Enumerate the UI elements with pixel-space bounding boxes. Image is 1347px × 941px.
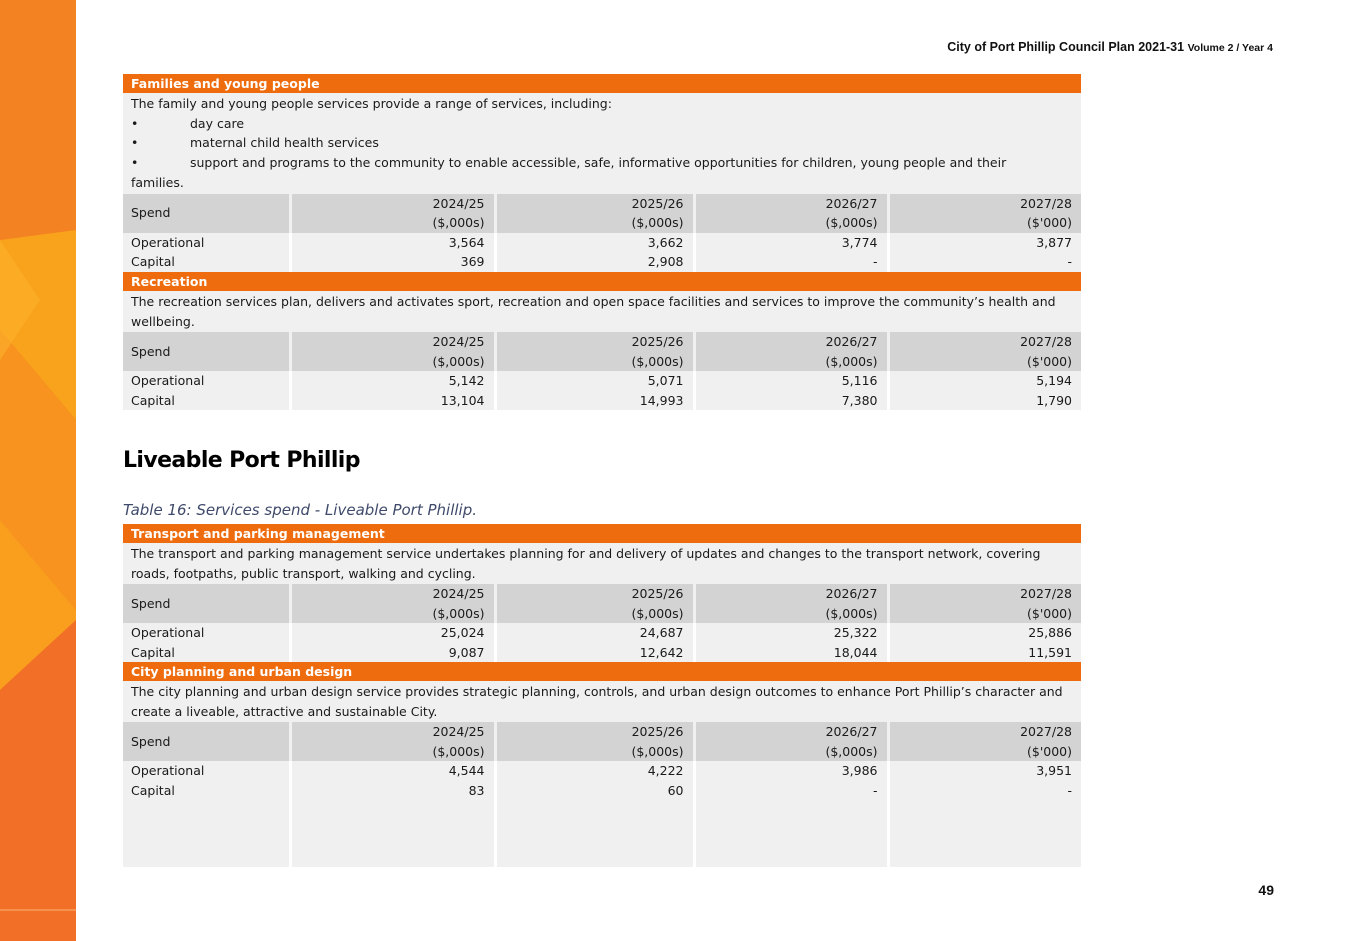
table-row: Operational 3,564 3,662 3,774 3,877 [123,233,1081,253]
spend-table [123,584,1081,662]
continuation-text: families. [131,174,184,190]
year-header: 2025/26 ($,000s) [495,194,694,233]
year-header: 2024/25 ($,000s) [290,722,495,761]
section-description: The city planning and urban design service provides strategic planning, controls, and urban design outcomes to enhance Port Phillip’s character and create a liveable, attractive and sustainable City. [123,681,1081,722]
section-title: Families and young people [123,74,1081,93]
year-header: 2027/28 ($'000) [888,584,1081,623]
year-header: 2024/25 ($,000s) [290,584,495,623]
year-header: 2027/28 ($'000) [888,194,1081,233]
table-row: Capital 13,104 14,993 7,380 1,790 [123,391,1081,411]
table-header-row [123,194,1081,233]
year-header: 2026/27 ($,000s) [694,584,888,623]
year-header: 2025/26 ($,000s) [495,584,694,623]
section-title: City planning and urban design [123,662,1081,681]
list-item: • day care [131,115,245,131]
year-header: 2024/25 ($,000s) [290,332,495,371]
table-row: Capital 9,087 12,642 18,044 11,591 [123,643,1081,663]
spend-label: Spend [123,584,290,623]
section-description: The transport and parking management service undertakes planning for and delivery of updates and changes to the transport network, covering roads, footpaths, public transport, walking and cycling. [123,543,1081,584]
spend-table [123,194,1081,272]
year-header: 2027/28 ($'000) [888,332,1081,371]
spend-table [123,332,1081,410]
transport-section [123,524,1081,662]
spend-label: Spend [123,194,290,233]
recreation-section [123,272,1081,410]
planning-section [123,662,1081,867]
table-row: Operational 5,142 5,071 5,116 5,194 [123,371,1081,391]
table-row: Capital 83 60 - - [123,781,1081,801]
page-number: 49 [1258,882,1274,898]
document-header [947,40,1273,54]
year-header: 2027/28 ($'000) [888,722,1081,761]
year-header: 2026/27 ($,000s) [694,194,888,233]
spend-label: Spend [123,722,290,761]
table-header-row [123,332,1081,371]
year-header: 2024/25 ($,000s) [290,194,495,233]
spend-table [123,722,1081,867]
section-description: The recreation services plan, delivers and activates sport, recreation and open space facilities and services to improve the community’s health and wellbeing. [123,291,1081,332]
spend-label: Spend [123,332,290,371]
year-header: 2026/27 ($,000s) [694,722,888,761]
families-section [123,74,1081,272]
header-title: City of Port Phillip Council Plan 2021-31 [947,40,1185,54]
section-heading: Liveable Port Phillip [123,448,360,473]
intro-text: The family and young people services provide a range of services, including: [131,96,612,111]
year-header: 2025/26 ($,000s) [495,332,694,371]
table-caption: Table 16: Services spend - Liveable Port Phillip. [123,501,477,519]
section-title: Transport and parking management [123,524,1081,543]
section-description [123,93,1081,194]
table-row: Operational 4,544 4,222 3,986 3,951 [123,761,1081,781]
table-filler-row [123,800,1081,867]
year-header: 2026/27 ($,000s) [694,332,888,371]
list-item: • support and programs to the community to enable accessible, safe, informative opportunities for children, young people and their [131,155,1007,171]
table-header-row [123,722,1081,761]
year-header: 2025/26 ($,000s) [495,722,694,761]
decorative-sidebar [0,0,76,941]
list-item: • maternal child health services [131,135,379,151]
table-header-row [123,584,1081,623]
table-row: Capital 369 2,908 - - [123,252,1081,272]
header-volume: Volume 2 / Year 4 [1187,42,1273,54]
table-row: Operational 25,024 24,687 25,322 25,886 [123,623,1081,643]
section-title: Recreation [123,272,1081,291]
